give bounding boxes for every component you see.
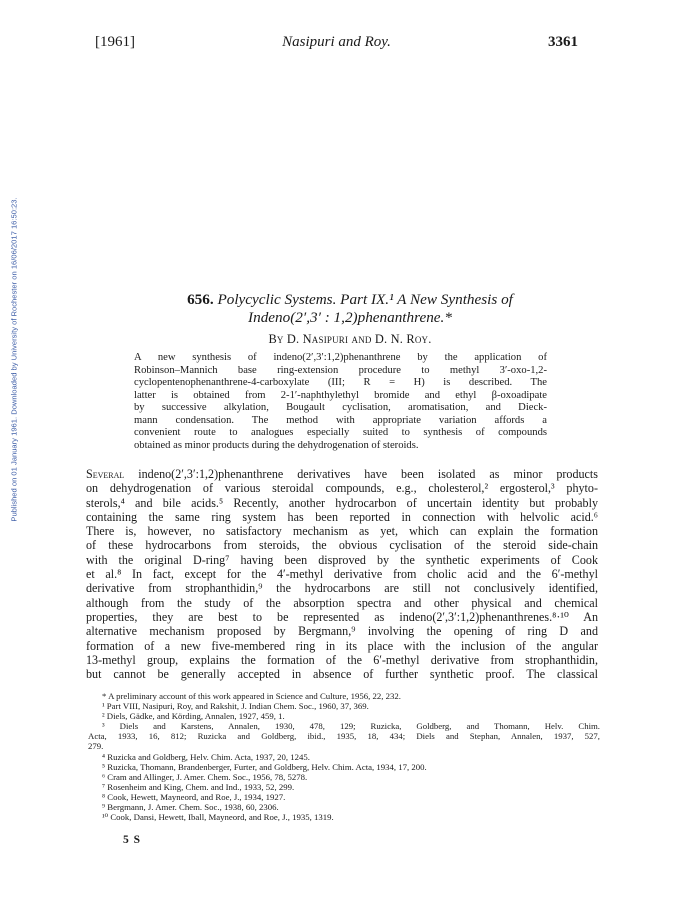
body-line: but cannot be generally accepted in absence of further synthetic proof. The classical (86, 667, 598, 682)
footnote: ² Diels, Gädke, and Körding, Annalen, 1927, 459, 1. (102, 711, 285, 722)
footnote: ⁶ Cram and Allinger, J. Amer. Chem. Soc., 1956, 78, 5278. (102, 771, 308, 782)
abstract-line: latter is obtained from 2-1′-naphthylethyl bromide and ethyl β-oxoadipate (134, 389, 547, 401)
footnote-continuation: 279. (88, 741, 104, 752)
abstract (134, 352, 547, 452)
title-line-1: Polycyclic Systems. Part IX.¹ A New Synthesis of (217, 291, 513, 308)
body-line: sterols,⁴ and bile acids.⁵ Recently, another hydrocarbon of uncertain identity but probably (86, 495, 598, 510)
article-title (95, 291, 605, 327)
footnote: ³ Diels and Karstens, Annalen, 1930, 478, 129; Ruzicka, Goldberg, and Thomann, Helv. Chim. (102, 721, 600, 732)
footnote-continuation: Acta, 1933, 16, 812; Ruzicka and Goldberg, ibid., 1935, 18, 434; Diels and Stephan, Annalen, 1937, 527, (88, 731, 600, 742)
body-line: formation of a new five-membered ring in its place with the inclusion of the angular (86, 638, 598, 653)
footnote: ⁹ Bergmann, J. Amer. Chem. Soc., 1938, 60, 2306. (102, 802, 279, 813)
footnote: ¹ Part VIII, Nasipuri, Roy, and Rakshit, J. Indian Chem. Soc., 1960, 37, 369. (102, 701, 369, 712)
footnote: ¹⁰ Cook, Dansi, Hewett, Iball, Mayneord, and Roe, J., 1935, 1319. (102, 812, 334, 823)
body-line: properties, they are best to be represented as indeno(2′,3′:1,2)phenanthrenes.⁸·¹⁰ An (86, 609, 598, 624)
title-line-2: Indeno(2′,3′ : 1,2)phenanthrene.* (248, 309, 452, 326)
body-line: with the original D-ring⁷ having been disproved by the synthetic experiments of Cook (86, 552, 598, 567)
first-line-rest: indeno(2′,3′:1,2)phenanthrene derivatives have been isolated as minor products (124, 467, 598, 481)
header-title: Nasipuri and Roy. (282, 34, 391, 50)
download-stamp: Published on 01 January 1961. Downloaded by University of Rochester on 16/06/2017 16:50:23. (9, 197, 19, 522)
footnote: ⁵ Ruzicka, Thomann, Brandenberger, Furter, and Goldberg, Helv. Chim. Acta, 1934, 17, 200. (102, 761, 427, 772)
abstract-line: by successive alkylation, Bougault cyclisation, aromatisation, and Dieck- (134, 402, 547, 414)
body-line: 13-methyl group, explains the formation of the 6′-methyl derivative from strophanthidin, (86, 652, 598, 667)
body-line: et al.⁸ In fact, except for the 4′-methyl derivative from cholic acid and the 6′-methyl (86, 567, 598, 582)
footnote: * A preliminary account of this work appeared in Science and Culture, 1956, 22, 232. (102, 691, 401, 701)
body-text (86, 467, 598, 681)
abstract-line: A new synthesis of indeno(2′,3′:1,2)phenanthrene by the application of (134, 352, 547, 363)
footnote: ⁷ Rosenheim and King, Chem. and Ind., 1933, 52, 299. (102, 781, 295, 792)
footnotes (88, 691, 600, 822)
abstract-line: Robinson–Mannich base ring-extension procedure to methyl 3′-oxo-1,2- (134, 364, 547, 376)
abstract-line: cyclopentenophenanthrene-4-carboxylate (III; R = H) is described. The (134, 377, 547, 389)
signature-mark: 5 S (123, 834, 142, 846)
footnote: ⁸ Cook, Hewett, Mayneord, and Roe, J., 1934, 1927. (102, 791, 286, 802)
body-line: derivative from strophanthidin,⁹ the hydrocarbons are still not conclusively identified, (86, 581, 598, 596)
body-line: alternative mechanism proposed by Bergmann,⁹ involving the opening of ring D and (86, 624, 598, 639)
lead-word: Several (86, 467, 125, 481)
abstract-line: convenient route to analogues especially suited to synthesis of compounds (134, 427, 547, 439)
abstract-line: mann condensation. The method with appropriate variation affords a (134, 414, 547, 426)
page-number: 3361 (548, 34, 578, 50)
footnote: ⁴ Ruzicka and Goldberg, Helv. Chim. Acta, 1937, 20, 1245. (102, 751, 310, 762)
article-number: 656. (187, 291, 214, 308)
body-line (86, 467, 598, 481)
body-line: containing the same ring system has been reported in connection with helvolic acid.⁶ (86, 509, 598, 524)
byline: By D. Nasipuri and D. N. Roy. (268, 332, 432, 346)
body-line: There is, however, no satisfactory mechanism as yet, which can explain the formation (86, 524, 598, 539)
body-line: on dehydrogenation of various steroidal compounds, e.g., cholesterol,² ergosterol,³ phyto- (86, 481, 598, 496)
body-line: of these hydrocarbons from steroids, the obvious cyclisation of the steroid side-chain (86, 538, 598, 553)
running-header (95, 34, 578, 54)
header-year: [1961] (95, 34, 135, 50)
body-line: although from the study of the absorption spectra and other physical and chemical (86, 595, 598, 610)
abstract-line: obtained as minor products during the dehydrogenation of steroids. (134, 439, 419, 451)
